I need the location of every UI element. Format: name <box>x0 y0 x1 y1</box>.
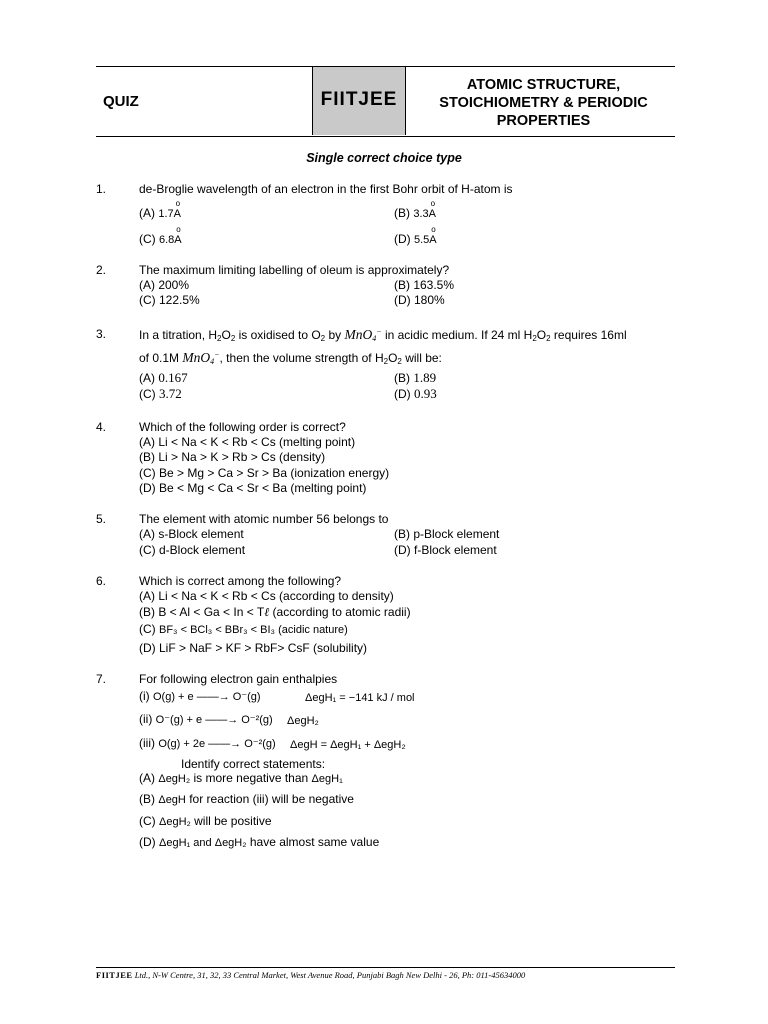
option-a[interactable]: (A) 200% <box>139 278 190 292</box>
question-number: 4. <box>96 420 107 434</box>
option-c[interactable]: (C) 3.72 <box>139 386 182 401</box>
option-d[interactable]: (D) 5.5 o A <box>394 225 437 246</box>
option-c[interactable]: (C) 122.5% <box>139 293 200 307</box>
reaction-iii-enthalpy: ΔegH = ΔegH₁ + ΔegH₂ <box>290 739 406 751</box>
option-a[interactable]: (A) Li < Na < K < Rb < Cs (melting point) <box>139 435 356 449</box>
option-d[interactable]: (D) ΔegH₁ and ΔegH₂ have almost same value <box>139 835 380 849</box>
option-d[interactable]: (D) 0.93 <box>394 386 437 401</box>
option-d[interactable]: (D) LiF > NaF > KF > RbF> CsF (solubility) <box>139 641 368 655</box>
question-number: 2. <box>96 263 107 277</box>
option-a[interactable]: (A) Li < Na < K < Rb < Cs (according to density) <box>139 589 394 603</box>
permanganate-formula: MnO$_4$− <box>182 350 220 366</box>
angstrom-unit: o A <box>428 199 436 220</box>
question-text: Which of the following order is correct? <box>139 420 346 434</box>
logo-text: FIITJEE <box>320 89 398 110</box>
option-b[interactable]: (B) p-Block element <box>394 527 500 541</box>
question-text: The element with atomic number 56 belongs to <box>139 512 389 526</box>
option-a[interactable]: (A) s-Block element <box>139 527 244 541</box>
option-b[interactable]: (B) 1.89 <box>394 370 437 385</box>
reaction-ii: (ii) O⁻(g) + e ——→ O⁻²(g) <box>139 712 273 726</box>
option-a[interactable]: (A) 0.167 <box>139 370 188 385</box>
option-d[interactable]: (D) Be < Mg < Ca < Sr < Ba (melting point) <box>139 481 367 495</box>
reaction-ii-enthalpy: ΔegH₂ <box>287 715 319 727</box>
question-number: 7. <box>96 672 107 686</box>
title-line-1: ATOMIC STRUCTURE, <box>466 77 621 93</box>
question-number: 3. <box>96 327 107 341</box>
footer-address: Ltd., N-W Centre, 31, 32, 33 Central Market, West Avenue Road, Punjabi Bagh New Delhi - 26, Ph: 011-45634000 <box>132 970 526 980</box>
option-b[interactable]: (B) 163.5% <box>394 278 455 292</box>
option-b[interactable]: (B) 3.3 o A <box>394 199 436 220</box>
option-b[interactable]: (B) B < Al < Ga < In < Tℓ (according to atomic radii) <box>139 605 411 619</box>
quiz-label: QUIZ <box>103 93 139 110</box>
question-text-line-2: of 0.1M MnO$_4$−, then the volume strength of $H_2O_2$ will be: <box>139 350 442 366</box>
angstrom-unit: o A <box>174 225 182 246</box>
option-d[interactable]: (D) f-Block element <box>394 543 497 557</box>
question-number: 1. <box>96 182 107 196</box>
question-text: Which is correct among the following? <box>139 574 342 588</box>
option-d[interactable]: (D) 180% <box>394 293 445 307</box>
option-b[interactable]: (B) Li > Na > K > Rb > Cs (density) <box>139 450 326 464</box>
angstrom-unit: o A <box>173 199 181 220</box>
question-text: de-Broglie wavelength of an electron in the first Bohr orbit of H-atom is <box>139 182 513 196</box>
identify-statement: Identify correct statements: <box>181 757 326 771</box>
page-footer <box>96 970 525 980</box>
title-line-2: STOICHIOMETRY & PERIODIC <box>439 95 648 111</box>
option-c[interactable]: (C) Be > Mg > Ca > Sr > Ba (ionization energy) <box>139 466 390 480</box>
option-a[interactable]: (A) 1.7 o A <box>139 199 181 220</box>
section-subtitle: Single correct choice type <box>306 151 462 165</box>
question-text: The maximum limiting labelling of oleum is approximately? <box>139 263 450 277</box>
fiitjee-logo <box>312 67 406 135</box>
permanganate-formula: MnO$_4$− <box>344 327 382 343</box>
question-text: In a titration, $H_2O_2$ is oxidised to $O_2$ by MnO$_4$− in acidic medium. If 24 ml $H_2O_2$ requires 16ml <box>139 327 627 343</box>
angstrom-unit: o A <box>429 225 437 246</box>
question-text: For following electron gain enthalpies <box>139 672 338 686</box>
option-b[interactable]: (B) ΔegH for reaction (iii) will be negative <box>139 792 354 806</box>
footer-divider <box>96 967 675 968</box>
footer-logo: FIITJEE <box>96 970 133 980</box>
option-a[interactable]: (A) ΔegH₂ is more negative than ΔegH₁ <box>139 771 343 785</box>
option-c[interactable]: (C) 6.8 o A <box>139 225 182 246</box>
option-c[interactable]: (C) BF₃ < BCl₃ < BBr₃ < BI₃ (acidic nature) <box>139 622 348 636</box>
title-line-3: PROPERTIES <box>496 113 591 129</box>
reaction-i: (i) O(g) + e ——→ O⁻(g) <box>139 689 261 703</box>
reaction-iii: (iii) O(g) + 2e ——→ O⁻²(g) <box>139 736 276 750</box>
option-c[interactable]: (C) ΔegH₂ will be positive <box>139 814 272 828</box>
question-number: 6. <box>96 574 107 588</box>
page-header <box>96 66 675 137</box>
page-title <box>412 76 675 130</box>
option-c[interactable]: (C) d-Block element <box>139 543 246 557</box>
reaction-i-enthalpy: ΔegH₁ = −141 kJ / mol <box>305 692 415 704</box>
question-number: 5. <box>96 512 107 526</box>
